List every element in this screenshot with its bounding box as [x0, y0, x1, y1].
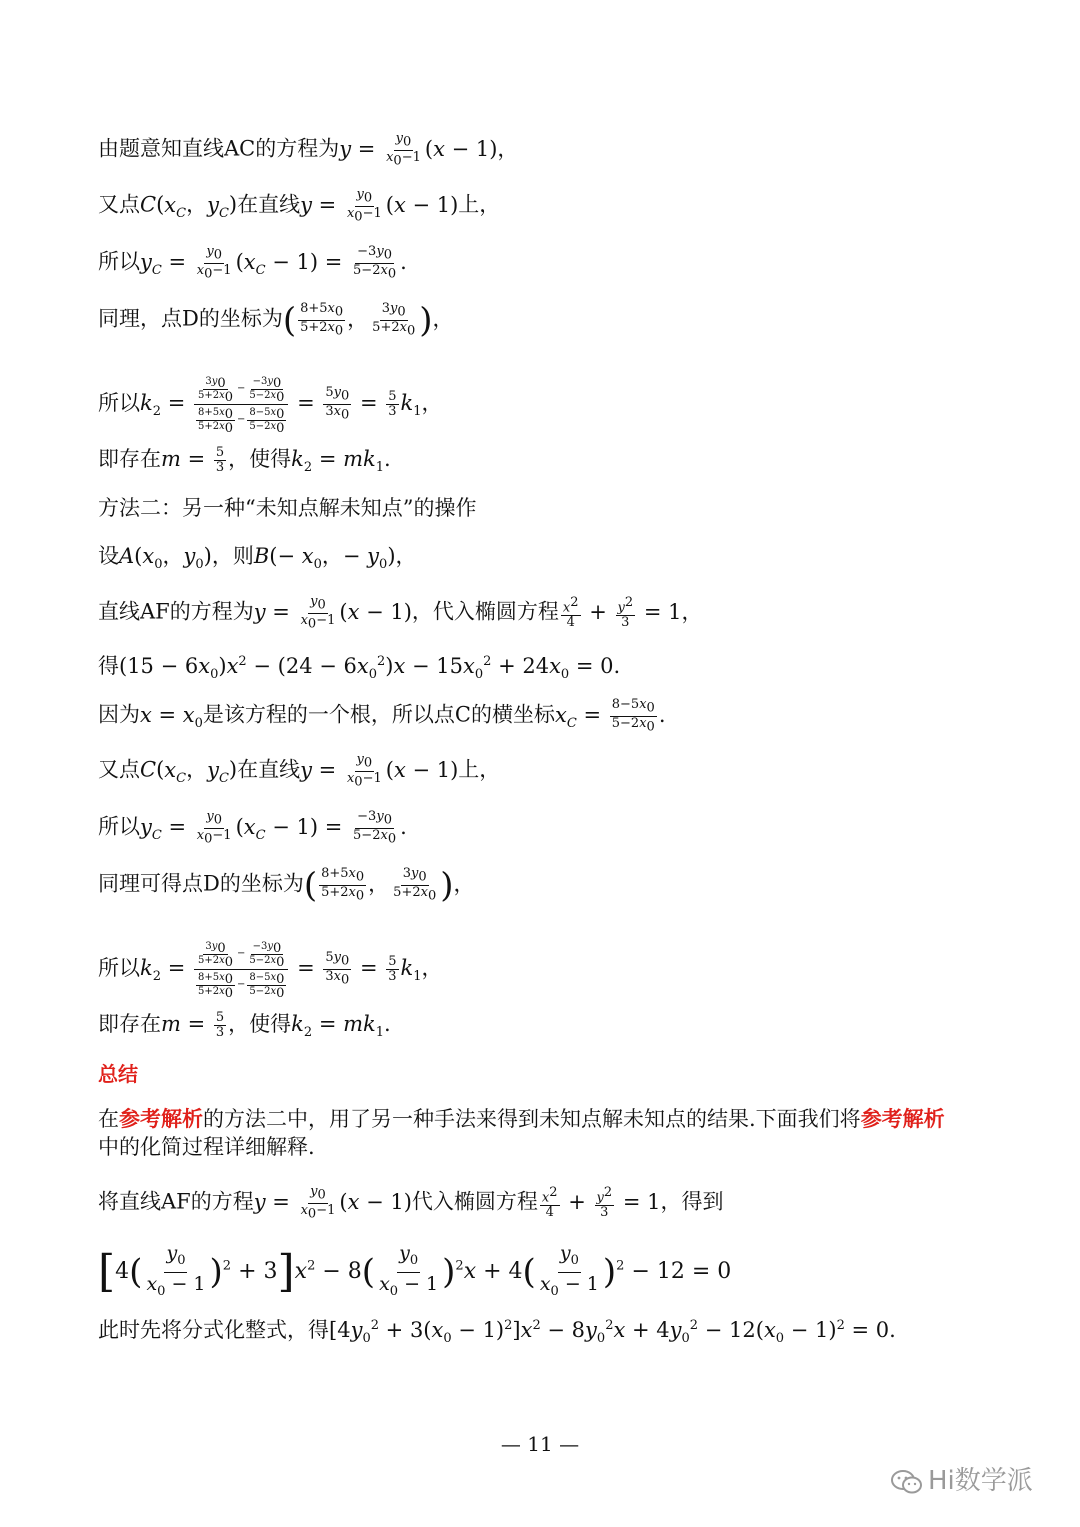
- text-line: 同理，点D的坐标为( $\frac{8+5x_0}{5+2x_0}$ ， $\frac{3y_0}{5+2x_0}$ )，: [98, 300, 454, 341]
- equation: [4( $\frac{y_0}{x_0 - 1}$ )$^2 + 3]x^2 - 8$( $\frac{y_0}{x_0 - 1}$ )$^2$x + 4( $\frac{y_0}{x_0 - 1}$ )$^2$ − 12 = 0: [98, 1242, 732, 1299]
- text-line: 所以$k_2$ = $\frac{3y_0}{5+2x_0}$ − $\frac{-3y_0}{5-2x_0}$ $\frac{8+5x_0}{5+2x_0}$ − $\frac{8-5x_0}{5-2x_0}$ = $\frac{5y_0}{3x_0}$ = $\frac{5}{3}$ $k_1$，: [98, 940, 443, 1001]
- text-line: 中的化简过程详细解释.: [98, 1135, 315, 1159]
- text-line: 得$(15 - 6x_0)x^2 - (24 - 6x_0^2)x - 15x_0^2 + 24x_0 = 0$.: [98, 654, 621, 683]
- text-line: 直线AF的方程为y = $\frac{y_0}{x_0-1}$ (x − 1)，代入椭圆方程 $\frac{x^2}{4}$ + $\frac{y^2}{3}$ = 1，: [98, 594, 703, 632]
- text-line: 即存在m = $\frac{5}{3}$ ，使得$k_2 = mk_1$.: [98, 1010, 391, 1041]
- wechat-icon: [890, 1469, 924, 1495]
- text-line: 因为$x = x_0$是该方程的一个根，所以点C的横坐标$x_C$ = $\frac{8-5x_0}{5-2x_0}$ .: [98, 697, 666, 735]
- text-line: 此时先将分式化整式，得$[4y_0^2 + 3(x_0 - 1)^2]x^2 - 8y_0^2x + 4y_0^2 - 12(x_0 - 1)^2 = 0$.: [98, 1318, 896, 1347]
- text-line: 所以$k_2$ = $\frac{3y_0}{5+2x_0}$ − $\frac{-3y_0}{5-2x_0}$ $\frac{8+5x_0}{5+2x_0}$ − $\frac{8-5x_0}{5-2x_0}$ = $\frac{5y_0}{3x_0}$ = $\frac{5}{3}$ $k_1$，: [98, 375, 443, 436]
- text-line: 由题意知直线AC的方程为y = $\frac{y_0}{x_0-1}$ (x − 1)，: [98, 131, 519, 169]
- section-title: 总结: [98, 1062, 138, 1086]
- page-number: — 11 —: [500, 1432, 580, 1456]
- text-line: 同理可得点D的坐标为( $\frac{8+5x_0}{5+2x_0}$ ， $\frac{3y_0}{5+2x_0}$ )，: [98, 865, 475, 906]
- text-line: 即存在m = $\frac{5}{3}$ ，使得$k_2 = mk_1$.: [98, 445, 391, 476]
- text-line: 所以$y_C$ = $\frac{y_0}{x_0-1}$ $(x_C - 1)$ = $\frac{-3y_0}{5-2x_0}$ .: [98, 809, 407, 847]
- text-line: 设$A(x_0$，$y_0$)，则$B(- x_0$，− $y_0$)，: [98, 544, 417, 573]
- watermark-text: Hi数学派: [928, 1466, 1033, 1496]
- text-line: 又点$C(x_C$，$y_C$)在直线y = $\frac{y_0}{x_0-1}$ (x − 1)上，: [98, 752, 501, 790]
- text-line: 在参考解析的方法二中，用了另一种手法来得到未知点解未知点的结果.下面我们将参考解析: [98, 1106, 945, 1131]
- text-line: 方法二：另一种“未知点解未知点”的操作: [98, 496, 477, 520]
- text: 由题意知直线AC的方程为: [98, 136, 340, 161]
- watermark: [890, 1460, 1033, 1497]
- text-line: 又点$C(x_C$，$y_C$)在直线y = $\frac{y_0}{x_0-1}$ (x − 1)上，: [98, 187, 501, 225]
- text-line: 将直线AF的方程y = $\frac{y_0}{x_0-1}$ (x − 1)代入椭圆方程 $\frac{x^2}{4}$ + $\frac{y^2}{3}$ = 1，得到: [98, 1184, 724, 1222]
- text-line: 所以$y_C$ = $\frac{y_0}{x_0-1}$ $(x_C - 1)$ = $\frac{-3y_0}{5-2x_0}$ .: [98, 244, 407, 282]
